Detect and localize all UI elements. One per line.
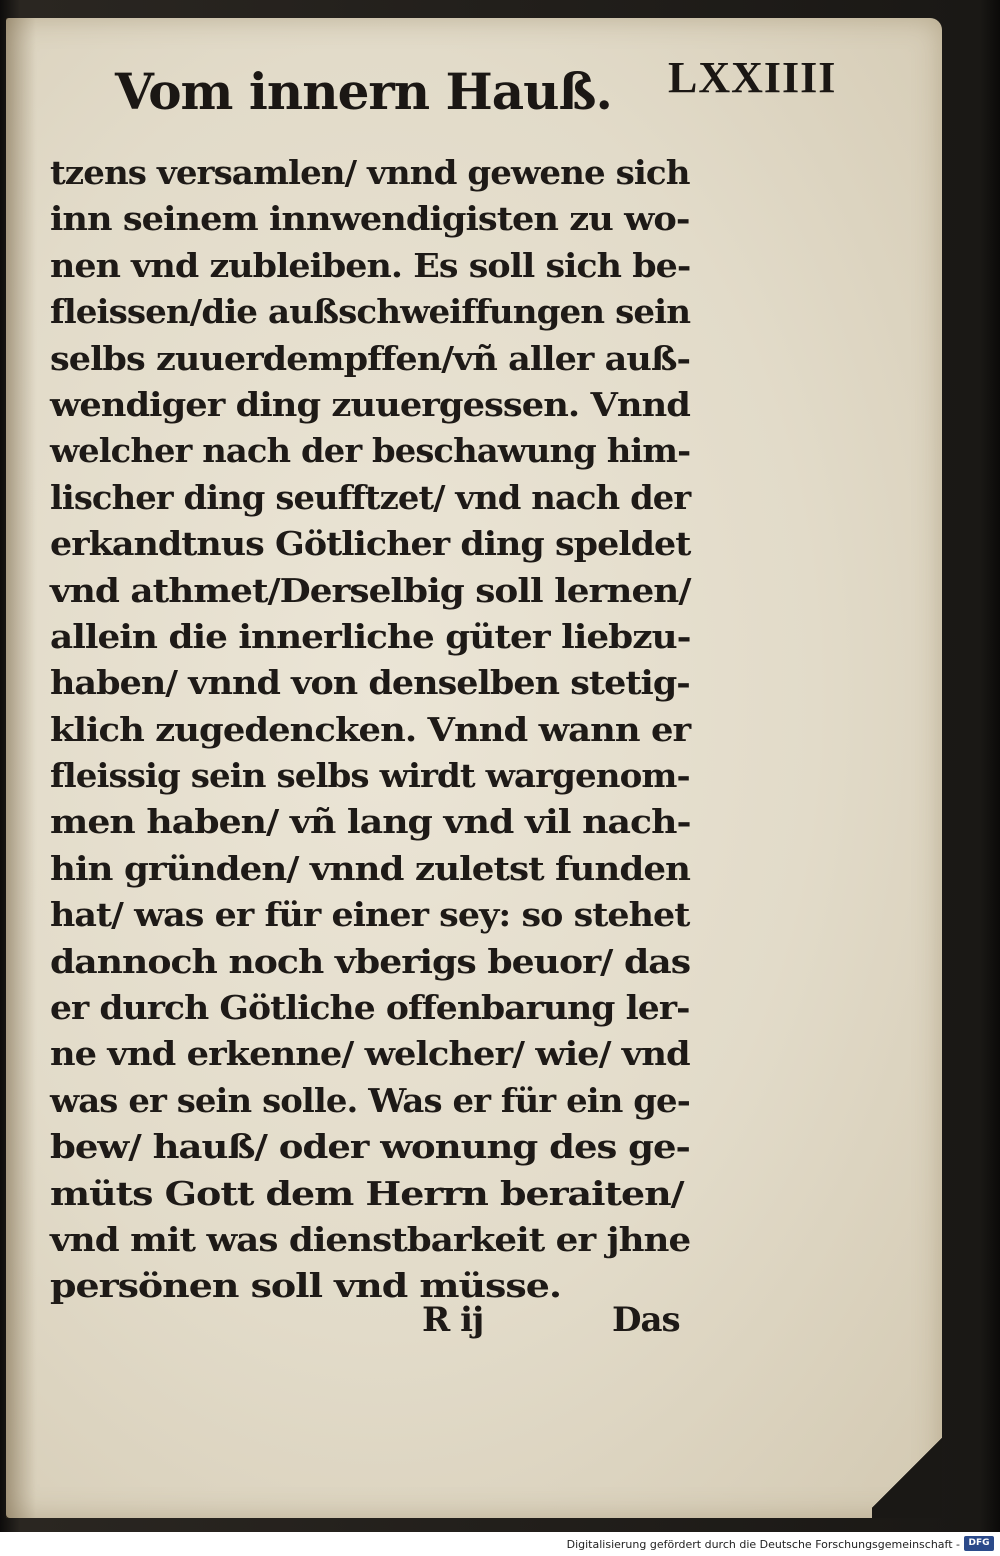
text-line: dannoch noch vberigs beuor/ das (50, 941, 691, 981)
text-line: was er sein solle. Was er für ein ge- (50, 1080, 690, 1120)
text-line: vnd athmet/Derselbig soll lernen/ (50, 570, 691, 610)
text-line: fleissig sein selbs wirdt wargenom- (50, 756, 690, 796)
dfg-logo-icon: DFG (964, 1536, 994, 1551)
text-line: hin gründen/ vnnd zuletst funden (50, 848, 691, 888)
text-line: persönen soll vnd müsse. (50, 1266, 562, 1306)
text-line: men haben/ vñ lang vnd vil nach- (50, 802, 691, 842)
text-line: ne vnd erkenne/ welcher/ wie/ vnd (50, 1034, 690, 1074)
text-line: vnd mit was dienstbarkeit er jhne (50, 1219, 691, 1259)
text-line: welcher nach der beschawung him- (50, 431, 691, 471)
text-line: bew/ hauß/ oder wonung des ge- (50, 1127, 690, 1167)
gutter-shadow (6, 18, 36, 1518)
text-line: er durch Götliche offenbarung ler- (50, 988, 690, 1028)
text-line: tzens versamlen/ vnnd gewene sich (50, 153, 690, 192)
text-line: inn seinem innwendigisten zu wo- (50, 199, 690, 239)
text-line: selbs zuuerdempffen/vñ aller auß- (50, 338, 691, 378)
running-title: Vom innern Hauß. (115, 62, 612, 121)
catchword: Das (612, 1300, 680, 1340)
text-line: allein die innerliche güter liebzu- (50, 616, 691, 656)
text-line: wendiger ding zuuergessen. Vnnd (50, 384, 690, 424)
text-line: klich zugedencken. Vnnd wann er (50, 709, 691, 749)
folio-number: LXXIIII (668, 53, 837, 102)
signature-mark: R ij (422, 1300, 484, 1340)
text-line: haben/ vnnd von denselben stetig- (50, 663, 690, 703)
text-line: fleissen/die außschweiffungen sein (50, 292, 691, 332)
text-line: hat/ was er für einer sey: so stehet (50, 895, 690, 935)
text-line: nen vnd zubleiben. Es soll sich be- (50, 245, 691, 285)
digitization-credit: Digitalisierung gefördert durch die Deutsche Forschungsgemeinschaft - (566, 1538, 960, 1551)
body-text (50, 150, 700, 1310)
text-line: müts Gott dem Herrn beraiten/ (50, 1173, 684, 1213)
text-line: lischer ding seufftzet/ vnd nach der (50, 477, 691, 517)
text-line: erkandtnus Götlicher ding speldet (50, 524, 691, 564)
